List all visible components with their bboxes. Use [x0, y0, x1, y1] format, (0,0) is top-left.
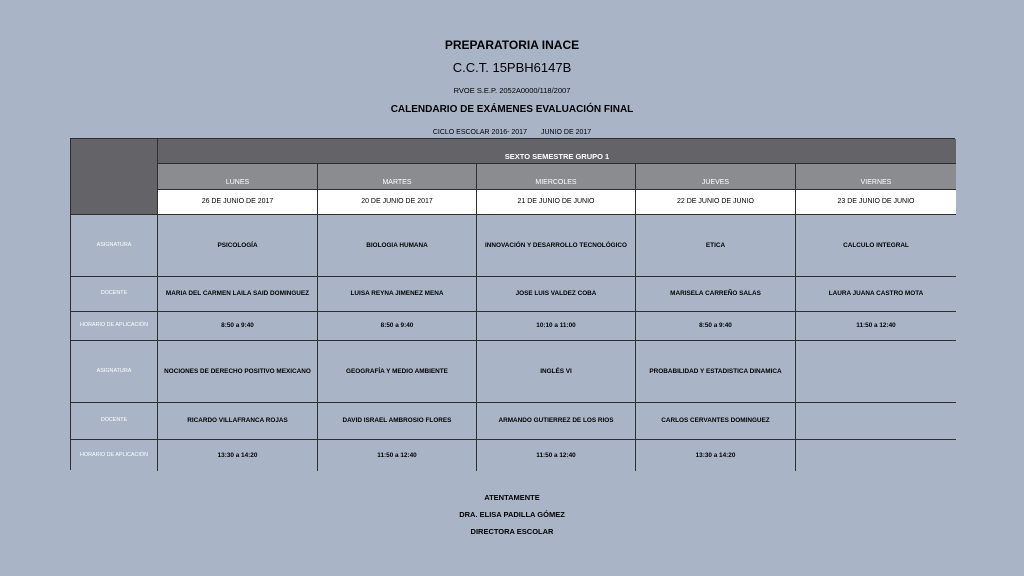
day-header: MARTES — [318, 164, 477, 190]
table-cell: CALCULO INTEGRAL — [796, 215, 956, 277]
date-cell: 22 DE JUNIO DE JUNIO — [636, 190, 796, 215]
row-label: DOCENTE — [71, 403, 158, 440]
table-cell: PSICOLOGÍA — [158, 215, 318, 277]
signatory-role: DIRECTORA ESCOLAR — [470, 527, 554, 536]
table-cell: 8:50 a 9:40 — [636, 312, 796, 341]
table-cell: 10:10 a 11:00 — [477, 312, 636, 341]
table-cell: 11:50 a 12:40 — [796, 312, 956, 341]
row-label: HORARIO DE APLICACIÓN — [71, 312, 158, 341]
closing-text: ATENTAMENTE — [484, 493, 540, 502]
table-cell: LAURA JUANA CASTRO MOTA — [796, 277, 956, 312]
table-cell: 13:30 a 14:20 — [158, 440, 318, 471]
table-cell: MARIA DEL CARMEN LAILA SAID DOMINGUEZ — [158, 277, 318, 312]
table-cell: PROBABILIDAD Y ESTADISTICA DINAMICA — [636, 341, 796, 403]
row-label: DOCENTE — [71, 277, 158, 312]
table-cell: RICARDO VILLAFRANCA ROJAS — [158, 403, 318, 440]
table-cell: 11:50 a 12:40 — [318, 440, 477, 471]
table-cell: ARMANDO GUTIERREZ DE LOS RIOS — [477, 403, 636, 440]
month-label: JUNIO DE 2017 — [540, 129, 592, 136]
table-cell: INGLÉS VI — [477, 341, 636, 403]
table-cell — [796, 403, 956, 440]
table-cell: MARISELA CARREÑO SALAS — [636, 277, 796, 312]
table-corner — [71, 139, 158, 215]
day-header: JUEVES — [636, 164, 796, 190]
date-cell: 20 DE JUNIO DE 2017 — [318, 190, 477, 215]
day-header: MIERCOLES — [477, 164, 636, 190]
date-cell: 26 DE JUNIO DE 2017 — [158, 190, 318, 215]
date-cell: 21 DE JUNIO DE JUNIO — [477, 190, 636, 215]
table-cell: BIOLOGIA HUMANA — [318, 215, 477, 277]
school-cycle — [0, 129, 1024, 136]
day-header: VIERNES — [796, 164, 956, 190]
table-cell: LUISA REYNA JIMENEZ MENA — [318, 277, 477, 312]
table-cell — [796, 341, 956, 403]
date-cell: 23 DE JUNIO DE JUNIO — [796, 190, 956, 215]
table-cell: 8:50 a 9:40 — [318, 312, 477, 341]
table-cell: INNOVACIÓN Y DESARROLLO TECNOLÓGICO — [477, 215, 636, 277]
cycle-label: CICLO ESCOLAR 2016- 2017 — [432, 129, 527, 136]
table-cell: 13:30 a 14:20 — [636, 440, 796, 471]
school-cct: C.C.T. 15PBH6147B — [452, 60, 572, 75]
table-cell: CARLOS CERVANTES DOMINGUEZ — [636, 403, 796, 440]
calendar-title: CALENDARIO DE EXÁMENES EVALUACIÓN FINAL — [390, 104, 634, 115]
row-label: ASIGNATURA — [71, 215, 158, 277]
row-label: ASIGNATURA — [71, 341, 158, 403]
day-header: LUNES — [158, 164, 318, 190]
table-cell: 11:50 a 12:40 — [477, 440, 636, 471]
exam-schedule-table — [70, 138, 955, 470]
table-cell: 8:50 a 9:40 — [158, 312, 318, 341]
table-cell: GEOGRAFÍA Y MEDIO AMBIENTE — [318, 341, 477, 403]
school-name: PREPARATORIA INACE — [444, 38, 580, 52]
group-header: SEXTO SEMESTRE GRUPO 1 — [158, 139, 956, 164]
table-cell: JOSE LUIS VALDEZ COBA — [477, 277, 636, 312]
table-cell: ETICA — [636, 215, 796, 277]
signatory-name: DRA. ELISA PADILLA GÓMEZ — [459, 510, 565, 519]
row-label: HORARIO DE APLICACIÓN — [71, 440, 158, 471]
table-cell — [796, 440, 956, 471]
table-cell: NOCIONES DE DERECHO POSITIVO MEXICANO — [158, 341, 318, 403]
table-cell: DAVID ISRAEL AMBROSIO FLORES — [318, 403, 477, 440]
rvoe-code: RVOE S.E.P. 2052A0000/118/2007 — [453, 86, 571, 95]
